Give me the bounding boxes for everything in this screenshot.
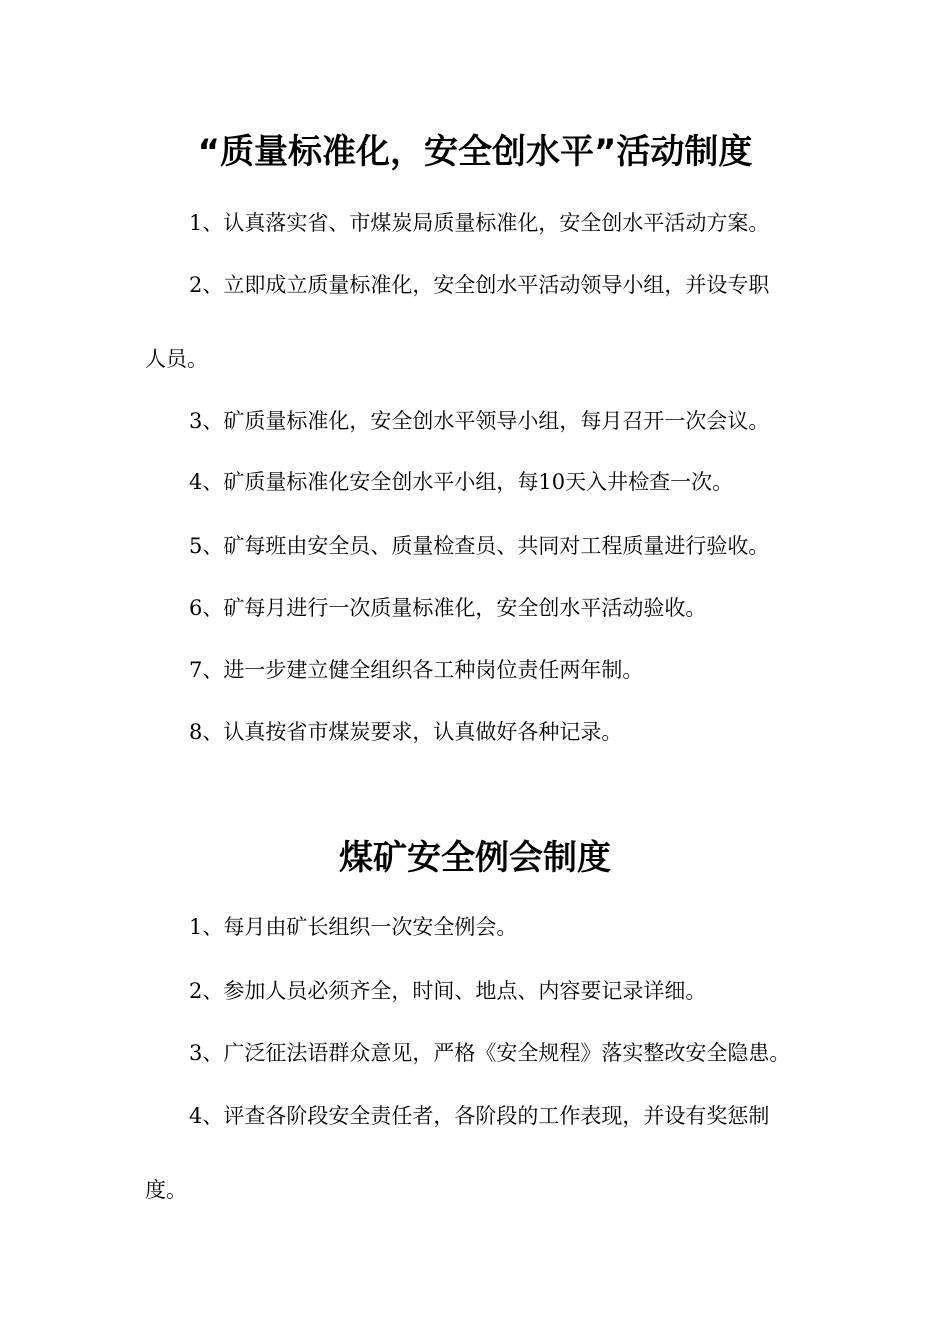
section2-item-2: 2、参加人员必须齐全，时间、地点、内容要记录详细。 [189,979,707,1003]
section1-item-3: 3、矿质量标准化，安全创水平领导小组，每月召开一次会议。 [189,409,770,433]
section1-item-2-continued: 人员。 [145,347,208,371]
section1-item-5: 5、矿每班由安全员、质量检查员、共同对工程质量进行验收。 [189,534,770,558]
section2-title: 煤矿安全例会制度 [339,838,611,878]
section2-item-3: 3、广泛征法语群众意见，严格《安全规程》落实整改安全隐患。 [189,1041,791,1065]
section2-item-4-continued: 度。 [145,1178,187,1202]
section1-item-4: 4、矿质量标准化安全创水平小组，每10天入井检查一次。 [189,470,734,494]
section1-item-7: 7、进一步建立健全组织各工种岗位责任两年制。 [189,658,644,682]
section2-item-4: 4、评查各阶段安全责任者，各阶段的工作表现，并设有奖惩制 [189,1104,770,1128]
section1-title: “质量标准化，安全创水平”活动制度 [197,132,753,172]
section1-item-8: 8、认真按省市煤炭要求，认真做好各种记录。 [189,720,623,744]
section1-item-2: 2、立即成立质量标准化，安全创水平活动领导小组，并设专职 [189,273,770,297]
section2-item-1: 1、每月由矿长组织一次安全例会。 [189,915,518,939]
section1-item-1: 1、认真落实省、市煤炭局质量标准化，安全创水平活动方案。 [189,211,770,235]
section1-item-6: 6、矿每月进行一次质量标准化，安全创水平活动验收。 [189,596,707,620]
